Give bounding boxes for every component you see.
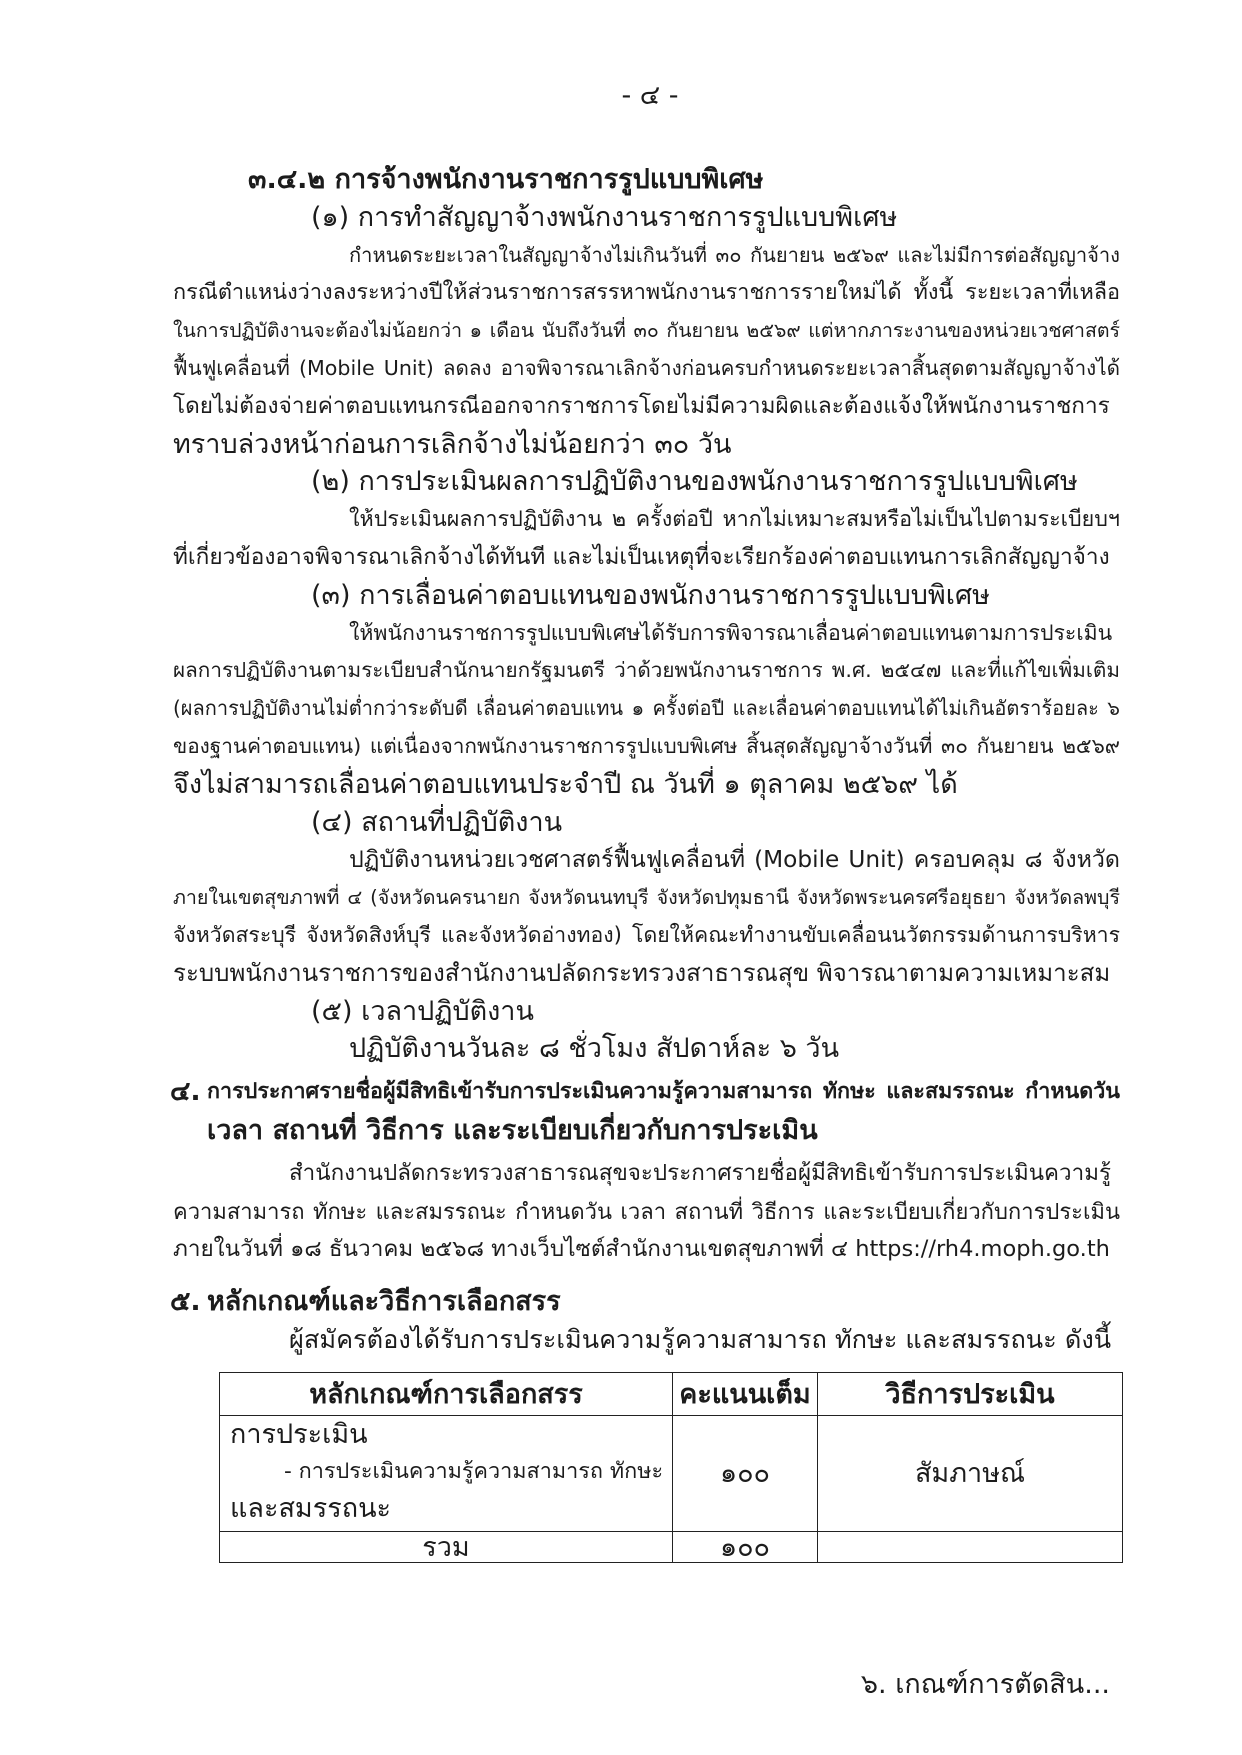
compensation-raise-subsection-title: (๓) การเลื่อนค่าตอบแทนของพนักงานราชการรูปแบบพิเศษ <box>311 580 990 611</box>
workplace-subsection-title: (๔) สถานที่ปฏิบัติงาน <box>311 807 563 838</box>
section-3-4-2-heading: ๓.๔.๒ การจ้างพนักงานราชการรูปแบบพิเศษ <box>248 164 764 195</box>
section-4-heading-line: เวลา สถานที่ วิธีการ และระเบียบเกี่ยวกับการประเมิน <box>207 1115 818 1146</box>
next-page-continuation: ๖. เกณฑ์การตัดสิน... <box>860 1669 1110 1700</box>
working-hours-subsection-title: (๕) เวลาปฏิบัติงาน <box>311 996 534 1027</box>
contract-paragraph-line: กรณีตำแหน่งว่างลงระหว่างปีให้ส่วนราชการสรรหาพนักงานราชการรายใหม่ได้ ทั้งนี้ ระยะเวลาที่เหลือ <box>173 280 1120 305</box>
table-header-method-label: วิธีการประเมิน <box>885 1378 1055 1410</box>
table-header-full-score <box>673 1373 818 1416</box>
contract-paragraph-line: กำหนดระยะเวลาในสัญญาจ้างไม่เกินวันที่ ๓๐ กันยายน ๒๕๖๙ และไม่มีการต่อสัญญาจ้าง <box>349 243 1120 267</box>
section-4-paragraph-line: ความสามารถ ทักษะ และสมรรถนะ กำหนดวัน เวลา สถานที่ วิธีการ และระเบียบเกี่ยวกับการประเมิน <box>173 1200 1120 1225</box>
method-cell <box>818 1416 1123 1532</box>
contract-paragraph-line: ฟื้นฟูเคลื่อนที่ (Mobile Unit) ลดลง อาจพิจารณาเลิกจ้างก่อนครบกำหนดระยะเวลาสิ้นสุดตามสัญญาจ้างได้ <box>173 356 1120 380</box>
table-header-criteria-label: หลักเกณฑ์การเลือกสรร <box>309 1378 583 1410</box>
compensation-raise-paragraph-line: ของฐานค่าตอบแทน) แต่เนื่องจากพนักงานราชการรูปแบบพิเศษ สิ้นสุดสัญญาจ้างวันที่ ๓๐ กันยายน ๒๕๖๙ <box>173 734 1120 758</box>
criterion-line: - การประเมินความรู้ความสามารถ ทักษะ <box>284 1459 664 1484</box>
total-score: ๑๐๐ <box>719 1532 771 1562</box>
contract-paragraph-line: โดยไม่ต้องจ่ายค่าตอบแทนกรณีออกจากราชการโดยไม่มีความผิดและต้องแจ้งให้พนักงานราชการ <box>173 393 1110 419</box>
section-5-number: ๕. <box>170 1286 201 1317</box>
full-score-cell <box>673 1416 818 1532</box>
workplace-paragraph-line: ระบบพนักงานราชการของสำนักงานปลัดกระทรวงสาธารณสุข พิจารณาตามความเหมาะสม <box>173 959 1111 987</box>
table-header-criteria <box>220 1373 673 1416</box>
contract-paragraph-line: ทราบล่วงหน้าก่อนการเลิกจ้างไม่น้อยกว่า ๓๐ วัน <box>173 429 732 460</box>
table-header-row <box>220 1373 1123 1416</box>
section-5-heading: หลักเกณฑ์และวิธีการเลือกสรร <box>207 1286 561 1317</box>
compensation-raise-paragraph-line: จึงไม่สามารถเลื่อนค่าตอบแทนประจำปี ณ วันที่ ๑ ตุลาคม ๒๕๖๙ ได้ <box>173 769 958 800</box>
compensation-raise-paragraph-line: ให้พนักงานราชการรูปแบบพิเศษได้รับการพิจารณาเลื่อนค่าตอบแทนตามการประเมิน <box>349 621 1113 646</box>
total-label: รวม <box>422 1532 470 1562</box>
table-header-full-score-label: คะแนนเต็ม <box>679 1378 811 1410</box>
section-4-heading-line: การประกาศรายชื่อผู้มีสิทธิเข้ารับการประเมินความรู้ความสามารถ ทักษะ และสมรรถนะ กำหนดวัน <box>207 1079 1120 1104</box>
criterion-line: และสมรรถนะ <box>230 1493 392 1524</box>
section-5-intro: ผู้สมัครต้องได้รับการประเมินความรู้ความสามารถ ทักษะ และสมรรถนะ ดังนี้ <box>289 1324 1112 1354</box>
section-4-paragraph-line: สำนักงานปลัดกระทรวงสาธารณสุขจะประกาศรายชื่อผู้มีสิทธิเข้ารับการประเมินความรู้ <box>289 1160 1112 1186</box>
total-label-cell <box>220 1532 673 1563</box>
criteria-group-label: การประเมิน <box>230 1419 368 1450</box>
workplace-paragraph-line: ภายในเขตสุขภาพที่ ๔ (จังหวัดนครนายก จังหวัดนนทบุรี จังหวัดปทุมธานี จังหวัดพระนครศรีอยุธยา จังหวัดลพบุรี <box>173 886 1120 909</box>
evaluation-subsection-title: (๒) การประเมินผลการปฏิบัติงานของพนักงานราชการรูปแบบพิเศษ <box>311 466 1078 497</box>
workplace-paragraph-line: ปฏิบัติงานหน่วยเวชศาสตร์ฟื้นฟูเคลื่อนที่ (Mobile Unit) ครอบคลุม ๘ จังหวัด <box>349 846 1120 873</box>
total-score-cell <box>673 1532 818 1563</box>
compensation-raise-paragraph-line: ผลการปฏิบัติงานตามระเบียบสำนักนายกรัฐมนตรี ว่าด้วยพนักงานราชการ พ.ศ. ๒๕๔๗ และที่แก้ไขเพิ่มเติม <box>173 658 1120 682</box>
method-value: สัมภาษณ์ <box>914 1458 1026 1489</box>
table-header-method <box>818 1373 1123 1416</box>
workplace-paragraph-line: จังหวัดสระบุรี จังหวัดสิงห์บุรี และจังหวัดอ่างทอง) โดยให้คณะทำงานขับเคลื่อนนวัตกรรมด้านการบริหาร <box>173 923 1120 948</box>
compensation-raise-paragraph-line: (ผลการปฏิบัติงานไม่ต่ำกว่าระดับดี เลื่อนค่าตอบแทน ๑ ครั้งต่อปี และเลื่อนค่าตอบแทนได้ไม่เกินอัตราร้อยละ ๖ <box>173 696 1120 720</box>
evaluation-paragraph-line: ให้ประเมินผลการปฏิบัติงาน ๒ ครั้งต่อปี หากไม่เหมาะสมหรือไม่เป็นไปตามระเบียบฯ <box>349 507 1120 532</box>
full-score-value: ๑๐๐ <box>719 1458 771 1489</box>
section-4-number: ๔. <box>170 1076 201 1107</box>
selection-criteria-table <box>219 1372 1123 1563</box>
table-total-row <box>220 1532 1123 1563</box>
working-hours-paragraph-line: ปฏิบัติงานวันละ ๘ ชั่วโมง สัปดาห์ละ ๖ วัน <box>349 1033 840 1064</box>
contract-subsection-title: (๑) การทำสัญญาจ้างพนักงานราชการรูปแบบพิเศษ <box>311 202 898 233</box>
contract-paragraph-line: ในการปฏิบัติงานจะต้องไม่น้อยกว่า ๑ เดือน นับถึงวันที่ ๓๐ กันยายน ๒๕๖๙ แต่หากภาระงานของหน่วยเวชศาสตร์ <box>173 319 1120 342</box>
total-method-cell <box>818 1532 1123 1563</box>
section-4-paragraph-line: ภายในวันที่ ๑๘ ธันวาคม ๒๕๖๘ ทางเว็บไซต์สำนักงานเขตสุขภาพที่ ๔ https://rh4.moph.go.th <box>173 1236 1110 1262</box>
table-row <box>220 1416 1123 1532</box>
evaluation-paragraph-line: ที่เกี่ยวข้องอาจพิจารณาเลิกจ้างได้ทันที และไม่เป็นเหตุที่จะเรียกร้องค่าตอบแทนการเลิกสัญญาจ้าง <box>173 544 1110 570</box>
criteria-cell <box>220 1416 673 1532</box>
page-number: - ๔ - <box>621 80 679 111</box>
